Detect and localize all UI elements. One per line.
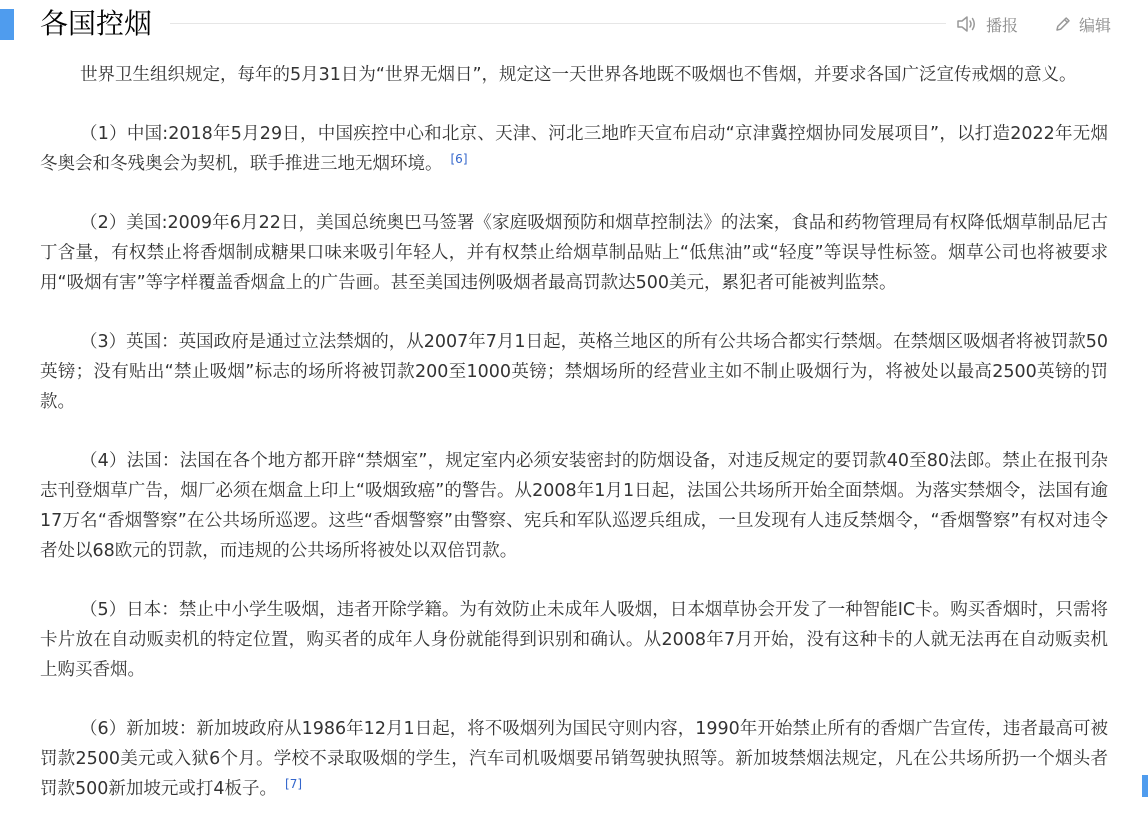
article-content (40, 60, 1108, 833)
paragraph-japan (40, 595, 1108, 685)
paragraph-intro (40, 60, 1108, 90)
paragraph-text: （1）中国:2018年5月29日，中国疾控中心和北京、天津、河北三地昨天宣布启动“京津冀控烟协同发展项目”，以打造2022年无烟冬奥会和冬残奥会为契机，联手推进三地无烟环境。 (40, 124, 1108, 174)
reference-link[interactable]: [6] (450, 152, 468, 166)
listen-button[interactable] (955, 10, 1018, 38)
paragraph-china (40, 119, 1108, 179)
header-divider (170, 23, 946, 24)
paragraph-text: （6）新加坡：新加坡政府从1986年12月1日起，将不吸烟列为国民守则内容，1990年开始禁止所有的香烟广告宣传，违者最高可被罚款2500美元或入狱6个月。学校不录取吸烟的学生，汽车司机吸烟要吊销驾驶执照等。新加坡禁烟法规定，凡在公共场所扔一个烟头者罚款500新加坡元或打4板子。 (40, 719, 1108, 799)
side-scroll-marker[interactable] (1142, 775, 1148, 797)
paragraph-text: （4）法国：法国在各个地方都开辟“禁烟室”，规定室内必须安装密封的防烟设备，对违反规定的要罚款40至80法郎。禁止在报刊杂志刊登烟草广告，烟厂必须在烟盒上印上“吸烟致癌”的警告。从2008年1月1日起，法国公共场所开始全面禁烟。为落实禁烟令，法国有逾17万名“香烟警察”在公共场所巡逻。这些“香烟警察”由警察、宪兵和军队巡逻兵组成，一旦发现有人违反禁烟令，“香烟警察”有权对违令者处以68欧元的罚款，而违规的公共场所将被处以双倍罚款。 (40, 451, 1108, 561)
listen-label: 播报 (986, 15, 1019, 35)
section-header (0, 0, 1148, 44)
paragraph-uk (40, 327, 1108, 417)
paragraph-france (40, 446, 1108, 566)
paragraph-text: （3）英国：英国政府是通过立法禁烟的，从2007年7月1日起，英格兰地区的所有公共场合都实行禁烟。在禁烟区吸烟者将被罚款50英镑；没有贴出“禁止吸烟”标志的场所将被罚款200至1000英镑；禁烟场所的经营业主如不制止吸烟行为，将被处以最高2500英镑的罚款。 (40, 332, 1108, 412)
section-accent-bar (0, 9, 14, 40)
edit-label: 编辑 (1079, 15, 1112, 35)
paragraph-singapore (40, 714, 1108, 804)
paragraph-text: （2）美国:2009年6月22日，美国总统奥巴马签署《家庭吸烟预防和烟草控制法》的法案，食品和药物管理局有权降低烟草制品尼古丁含量，有权禁止将香烟制成糖果口味来吸引年轻人，并有权禁止给烟草制品贴上“低焦油”或“轻度”等误导性标签。烟草公司也将被要求用“吸烟有害”等字样覆盖香烟盒上的广告画。甚至美国违例吸烟者最高罚款达500美元，累犯者可能被判监禁。 (40, 213, 1108, 293)
speaker-icon (955, 13, 977, 35)
section-title: 各国控烟 (40, 7, 153, 40)
edit-button[interactable] (1052, 10, 1111, 38)
pencil-icon (1052, 13, 1074, 35)
paragraph-text: 世界卫生组织规定，每年的5月31日为“世界无烟日”，规定这一天世界各地既不吸烟也不售烟，并要求各国广泛宣传戒烟的意义。 (80, 65, 1077, 85)
paragraph-usa (40, 208, 1108, 298)
paragraph-text: （5）日本：禁止中小学生吸烟，违者开除学籍。为有效防止未成年人吸烟，日本烟草协会开发了一种智能IC卡。购买香烟时，只需将卡片放在自动贩卖机的特定位置，购买者的成年人身份就能得到识别和确认。从2008年7月开始，没有这种卡的人就无法再在自动贩卖机上购买香烟。 (40, 600, 1108, 680)
reference-link[interactable]: [7] (285, 777, 303, 791)
